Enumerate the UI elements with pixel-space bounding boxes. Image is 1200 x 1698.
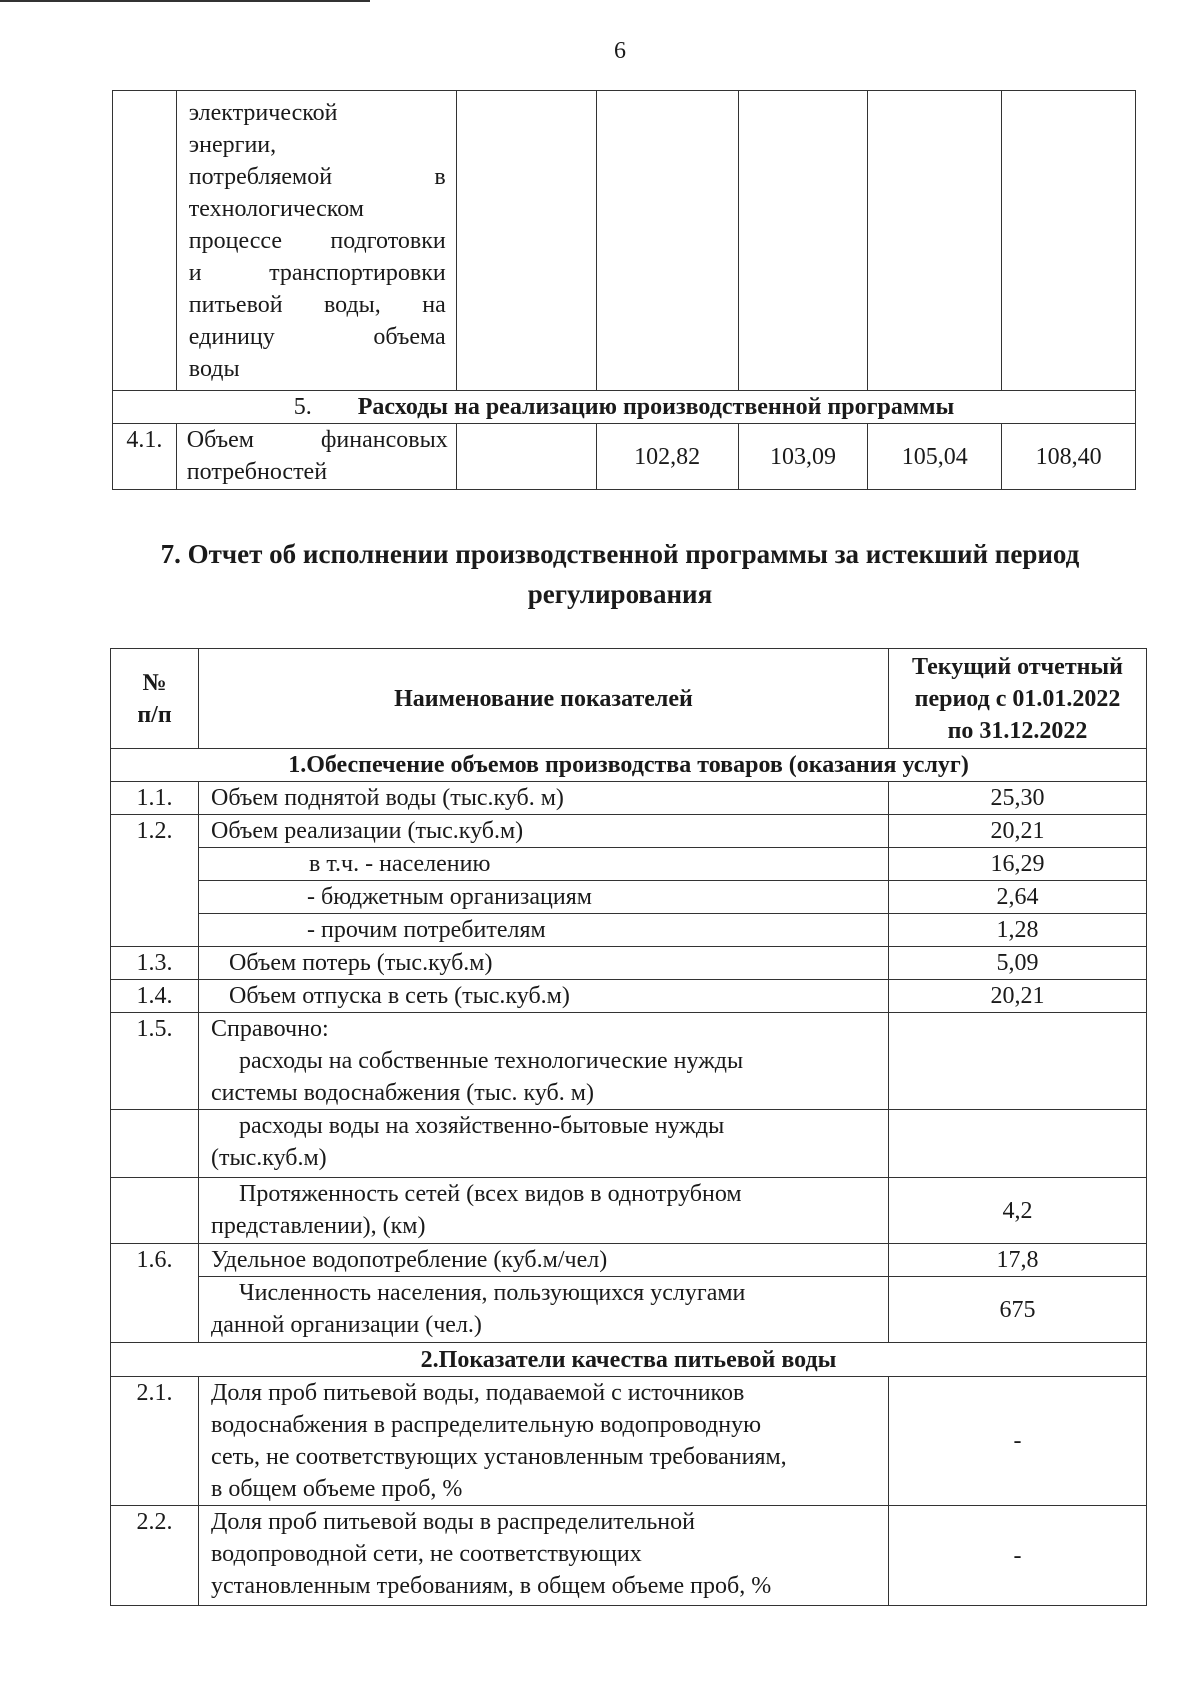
empty-cell — [113, 91, 177, 391]
row-name: Объем реализации (тыс.куб.м) — [199, 815, 889, 848]
table-header-row — [111, 649, 1147, 749]
row-name: Справочно: расходы на собственные технологические нужды системы водоснабжения (тыс. куб. м) — [199, 1013, 889, 1110]
row-name: расходы воды на хозяйственно-бытовые нужды (тыс.куб.м) — [199, 1110, 889, 1178]
row-number: 4.1. — [113, 424, 177, 490]
value-cell: 108,40 — [1002, 424, 1136, 490]
top-rule — [0, 0, 370, 2]
value-cell: 103,09 — [738, 424, 868, 490]
row-value: - — [889, 1377, 1147, 1506]
row-name: Доля проб питьевой воды, подаваемой с источников водоснабжения в распределительную водопроводную сеть, не соответствующих установленным требованиям, в общем объеме проб, % — [199, 1377, 889, 1506]
row-value: 1,28 — [889, 914, 1147, 947]
row-name: - бюджетным организациям — [199, 881, 889, 914]
section-row — [111, 749, 1147, 782]
table-row — [111, 914, 1147, 947]
row-value: 4,2 — [889, 1178, 1147, 1244]
continued-indicator-text: электрической энергии, потребляемой в технологическом процессе подготовки и транспортировки питьевой воды, на единицу объема воды — [176, 91, 456, 391]
table-row — [111, 947, 1147, 980]
section-2-title: 2.Показатели качества питьевой воды — [111, 1343, 1147, 1377]
empty-cell — [738, 91, 868, 391]
table-row — [111, 980, 1147, 1013]
table-row — [111, 815, 1147, 848]
table-row — [111, 782, 1147, 815]
empty-cell — [456, 424, 596, 490]
header-num: № п/п — [111, 649, 199, 749]
section-row — [113, 391, 1136, 424]
row-name: Протяженность сетей (всех видов в однотрубном представлении), (км) — [199, 1178, 889, 1244]
section-1-title: 1.Обеспечение объемов производства товаров (оказания услуг) — [111, 749, 1147, 782]
row-number: 1.2. — [111, 815, 199, 947]
row-number: 2.2. — [111, 1506, 199, 1606]
empty-cell — [1002, 91, 1136, 391]
table-row — [111, 1244, 1147, 1277]
row-number: 1.4. — [111, 980, 199, 1013]
table-row — [111, 848, 1147, 881]
table-row — [111, 1110, 1147, 1178]
row-number: 1.6. — [111, 1244, 199, 1343]
table-row — [111, 1377, 1147, 1506]
row-value: - — [889, 1506, 1147, 1606]
empty-number — [111, 1110, 199, 1178]
table-row — [113, 91, 1136, 391]
production-report-table — [110, 648, 1147, 1606]
table-row — [111, 1506, 1147, 1606]
row-name: Доля проб питьевой воды в распределительной водопроводной сети, не соответствующих установленным требованиям, в общем объеме проб, % — [199, 1506, 889, 1606]
row-name: Объем потерь (тыс.куб.м) — [199, 947, 889, 980]
section-5-title: 5. Расходы на реализацию производственной программы — [113, 391, 1136, 424]
empty-value — [889, 1110, 1147, 1178]
row-value: 25,30 — [889, 782, 1147, 815]
empty-cell — [596, 91, 738, 391]
table-row — [111, 1277, 1147, 1343]
row-name: Объем поднятой воды (тыс.куб. м) — [199, 782, 889, 815]
row-name: Численность населения, пользующихся услугами данной организации (чел.) — [199, 1277, 889, 1343]
table-row — [111, 1178, 1147, 1244]
empty-cell — [868, 91, 1002, 391]
row-value: 5,09 — [889, 947, 1147, 980]
row-value: 20,21 — [889, 980, 1147, 1013]
header-name: Наименование показателей — [199, 649, 889, 749]
table-row — [113, 424, 1136, 490]
table-row — [111, 1013, 1147, 1110]
row-name: Удельное водопотребление (куб.м/чел) — [199, 1244, 889, 1277]
program-expenses-table — [112, 90, 1136, 490]
value-cell: 102,82 — [596, 424, 738, 490]
row-label: Объем финансовых потребностей — [176, 424, 456, 490]
empty-cell — [456, 91, 596, 391]
row-value: 20,21 — [889, 815, 1147, 848]
row-value: 16,29 — [889, 848, 1147, 881]
section-7-heading: 7. Отчет об исполнении производственной программы за истекший период регулирования — [160, 539, 1080, 609]
row-value: 17,8 — [889, 1244, 1147, 1277]
row-value: 2,64 — [889, 881, 1147, 914]
section-row — [111, 1343, 1147, 1377]
page-number: 6 — [614, 38, 626, 64]
table-row — [111, 881, 1147, 914]
empty-number — [111, 1178, 199, 1244]
row-name: в т.ч. - населению — [199, 848, 889, 881]
row-name: Объем отпуска в сеть (тыс.куб.м) — [199, 980, 889, 1013]
value-cell: 105,04 — [868, 424, 1002, 490]
row-number: 2.1. — [111, 1377, 199, 1506]
header-period: Текущий отчетный период с 01.01.2022 по 31.12.2022 — [889, 649, 1147, 749]
row-number: 1.5. — [111, 1013, 199, 1110]
empty-value — [889, 1013, 1147, 1110]
row-value: 675 — [889, 1277, 1147, 1343]
row-number: 1.1. — [111, 782, 199, 815]
row-name: - прочим потребителям — [199, 914, 889, 947]
row-number: 1.3. — [111, 947, 199, 980]
